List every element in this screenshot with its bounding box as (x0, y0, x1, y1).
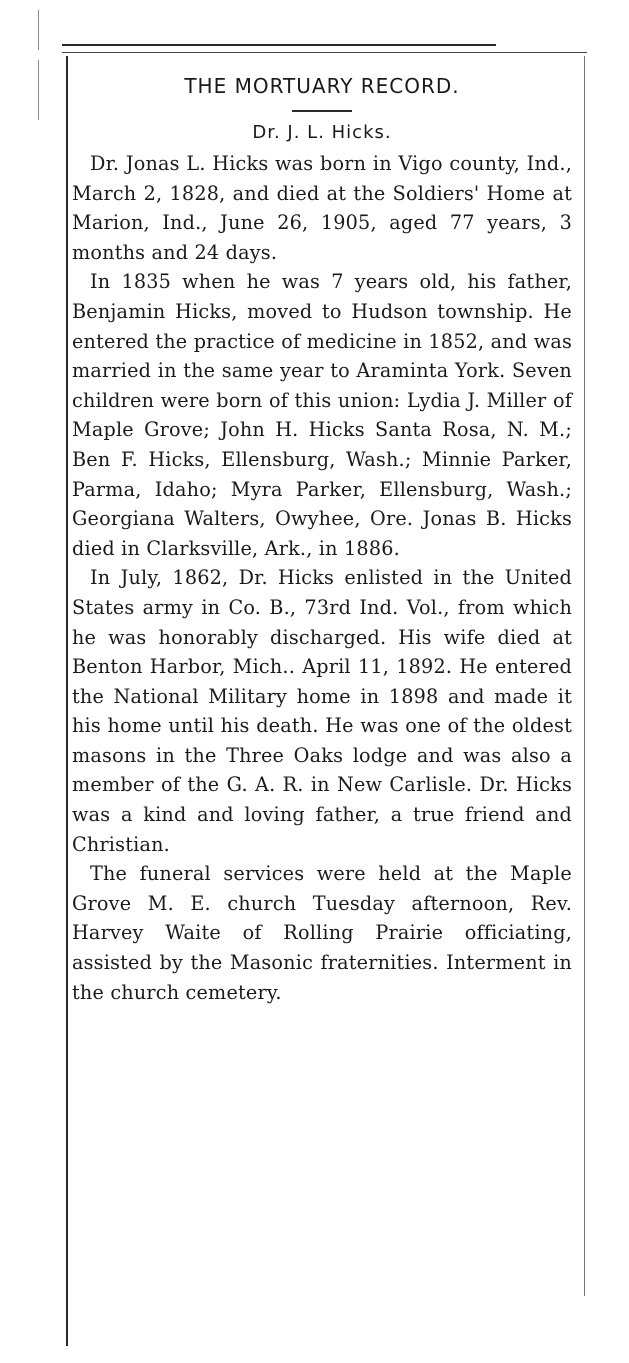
newspaper-column (72, 66, 572, 1007)
top-rule (62, 44, 496, 46)
paragraph: Dr. Jonas L. Hicks was born in Vigo county, Ind., March 2, 1828, and died at the Soldiers' Home at Marion, Ind., June 26, 1905, aged 77 years, 3 months and 24 days. (72, 152, 572, 264)
column-rule-left (66, 56, 68, 1346)
margin-mark (38, 60, 39, 120)
headline: THE MORTUARY RECORD. (184, 74, 460, 98)
headline-divider (292, 110, 352, 112)
paragraph: The funeral services were held at the Maple Grove M. E. church Tuesday afternoon, Rev. Harvey Waite of Rolling Prairie officiating, assisted by the Masonic fraternities. Interment in the church cemetery. (72, 862, 572, 1004)
paragraph: In 1835 when he was 7 years old, his father, Benjamin Hicks, moved to Hudson township. He entered the practice of medicine in 1852, and was married in the same year to Araminta York. Seven children were born of this union: Lydia J. Miller of Maple Grove; John H. Hicks Santa Rosa, N. M.; Ben F. Hicks, Ellensburg, Wash.; Minnie Parker, Parma, Idaho; Myra Parker, Ellensburg, Wash.; Georgiana Walters, Owyhee, Ore. Jonas B. Hicks died in Clarksville, Ark., in 1886. (72, 270, 572, 560)
top-rule-secondary (62, 52, 587, 53)
margin-mark (38, 10, 39, 50)
subhead: Dr. J. L. Hicks. (252, 122, 392, 143)
column-rule-right (584, 56, 585, 1296)
paragraph: In July, 1862, Dr. Hicks enlisted in the United States army in Co. B., 73rd Ind. Vol., from which he was honorably discharged. His wife died at Benton Harbor, Mich.. April 11, 1892. He entered the National Military home in 1898 and made it his home until his death. He was one of the oldest masons in the Three Oaks lodge and was also a member of the G. A. R. in New Carlisle. Dr. Hicks was a kind and loving father, a true friend and Christian. (72, 566, 572, 856)
